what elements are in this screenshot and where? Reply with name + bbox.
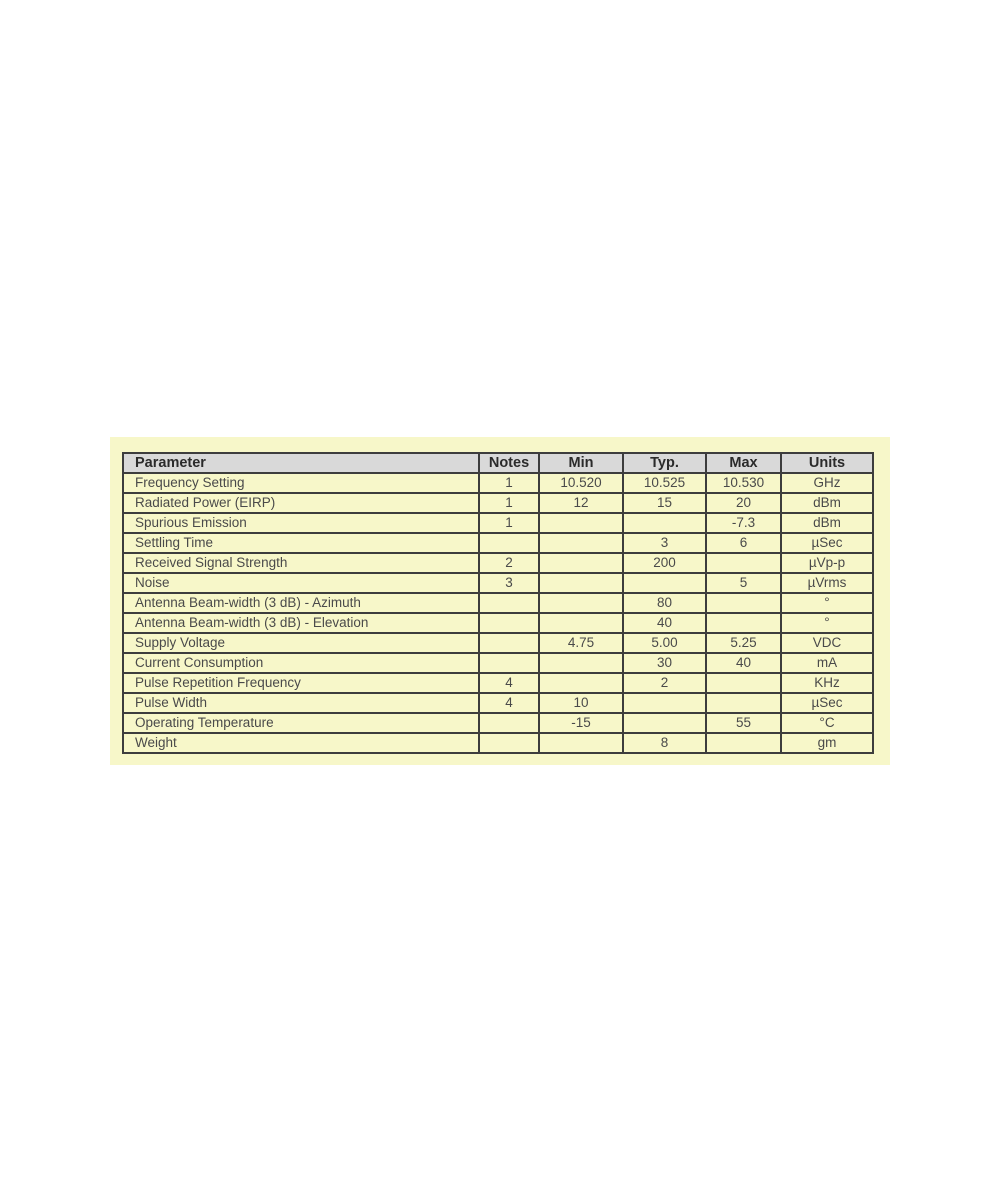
cell-parameter: Supply Voltage (123, 633, 479, 653)
cell-min (539, 573, 623, 593)
cell-min: 12 (539, 493, 623, 513)
cell-units: dBm (781, 513, 873, 533)
cell-units: ° (781, 593, 873, 613)
cell-units: µVp-p (781, 553, 873, 573)
cell-typ (623, 513, 706, 533)
cell-notes (479, 733, 539, 753)
table-row (123, 693, 873, 713)
cell-units: mA (781, 653, 873, 673)
cell-parameter: Weight (123, 733, 479, 753)
cell-parameter: Noise (123, 573, 479, 593)
cell-notes: 1 (479, 473, 539, 493)
cell-notes: 1 (479, 493, 539, 513)
table-row (123, 653, 873, 673)
table-row (123, 613, 873, 633)
cell-typ: 80 (623, 593, 706, 613)
cell-units: µVrms (781, 573, 873, 593)
cell-parameter: Pulse Repetition Frequency (123, 673, 479, 693)
cell-notes (479, 613, 539, 633)
cell-parameter: Radiated Power (EIRP) (123, 493, 479, 513)
cell-notes: 2 (479, 553, 539, 573)
cell-typ: 5.00 (623, 633, 706, 653)
cell-max: -7.3 (706, 513, 781, 533)
cell-typ (623, 713, 706, 733)
cell-units: µSec (781, 693, 873, 713)
cell-notes: 1 (479, 513, 539, 533)
cell-min (539, 733, 623, 753)
cell-units: µSec (781, 533, 873, 553)
cell-max: 10.530 (706, 473, 781, 493)
specification-table (122, 452, 874, 754)
cell-notes: 3 (479, 573, 539, 593)
cell-typ: 40 (623, 613, 706, 633)
cell-parameter: Received Signal Strength (123, 553, 479, 573)
cell-max (706, 553, 781, 573)
cell-min: 10 (539, 693, 623, 713)
cell-min (539, 673, 623, 693)
table-row (123, 633, 873, 653)
table-header-row (123, 453, 873, 473)
header-typ: Typ. (623, 453, 706, 473)
cell-notes: 4 (479, 673, 539, 693)
cell-units: VDC (781, 633, 873, 653)
cell-max: 5 (706, 573, 781, 593)
cell-min: -15 (539, 713, 623, 733)
cell-units: °C (781, 713, 873, 733)
header-max: Max (706, 453, 781, 473)
header-parameter: Parameter (123, 453, 479, 473)
cell-parameter: Settling Time (123, 533, 479, 553)
cell-typ: 10.525 (623, 473, 706, 493)
table-row (123, 733, 873, 753)
table-row (123, 533, 873, 553)
table-row (123, 553, 873, 573)
cell-typ: 30 (623, 653, 706, 673)
cell-notes (479, 593, 539, 613)
cell-typ: 8 (623, 733, 706, 753)
cell-min (539, 513, 623, 533)
cell-parameter: Frequency Setting (123, 473, 479, 493)
cell-typ: 3 (623, 533, 706, 553)
cell-parameter: Current Consumption (123, 653, 479, 673)
cell-max (706, 733, 781, 753)
cell-notes: 4 (479, 693, 539, 713)
cell-units: GHz (781, 473, 873, 493)
cell-max (706, 673, 781, 693)
table-row (123, 673, 873, 693)
cell-units: gm (781, 733, 873, 753)
header-units: Units (781, 453, 873, 473)
table-row (123, 493, 873, 513)
cell-max (706, 593, 781, 613)
cell-parameter: Spurious Emission (123, 513, 479, 533)
cell-min (539, 653, 623, 673)
cell-min: 4.75 (539, 633, 623, 653)
cell-units: KHz (781, 673, 873, 693)
cell-parameter: Antenna Beam-width (3 dB) - Elevation (123, 613, 479, 633)
table-row (123, 513, 873, 533)
cell-max: 40 (706, 653, 781, 673)
cell-units: ° (781, 613, 873, 633)
cell-typ (623, 693, 706, 713)
table-row (123, 473, 873, 493)
cell-units: dBm (781, 493, 873, 513)
cell-min: 10.520 (539, 473, 623, 493)
cell-notes (479, 713, 539, 733)
cell-typ (623, 573, 706, 593)
cell-typ: 15 (623, 493, 706, 513)
header-min: Min (539, 453, 623, 473)
cell-parameter: Pulse Width (123, 693, 479, 713)
cell-typ: 200 (623, 553, 706, 573)
cell-max: 55 (706, 713, 781, 733)
cell-max: 5.25 (706, 633, 781, 653)
cell-parameter: Antenna Beam-width (3 dB) - Azimuth (123, 593, 479, 613)
cell-min (539, 533, 623, 553)
cell-notes (479, 653, 539, 673)
cell-notes (479, 633, 539, 653)
header-notes: Notes (479, 453, 539, 473)
cell-min (539, 553, 623, 573)
table-row (123, 593, 873, 613)
table-row (123, 713, 873, 733)
cell-min (539, 613, 623, 633)
cell-parameter: Operating Temperature (123, 713, 479, 733)
cell-min (539, 593, 623, 613)
cell-max: 6 (706, 533, 781, 553)
cell-notes (479, 533, 539, 553)
cell-typ: 2 (623, 673, 706, 693)
cell-max (706, 613, 781, 633)
table-row (123, 573, 873, 593)
cell-max: 20 (706, 493, 781, 513)
cell-max (706, 693, 781, 713)
